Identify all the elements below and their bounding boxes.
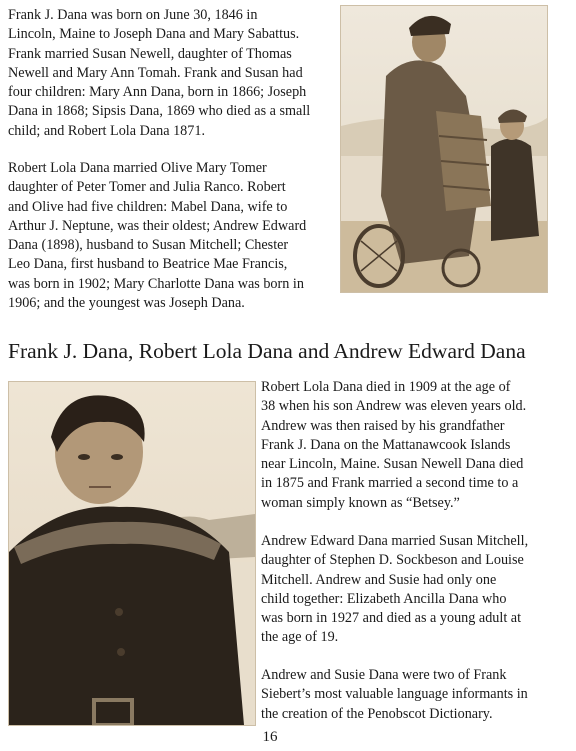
photo-man-and-boy-with-snowshoes (340, 5, 548, 293)
page-number: 16 (262, 729, 278, 745)
biography-paragraph-robert: Robert Lola Dana married Olive Mary Tomer daughter of Peter Tomer and Julia Ranco. Robert and Olive had five children: Mabel Dana, wife to Arthur J. Neptune, was their oldest; Andrew Edward Dana (1898), husband to Susan Mitchell; Chester Leo Dana, first husband to Beatrice Mae Francis, was born in 1902; Mary Charlotte Dana was born in 1906; and the youngest was Joseph Dana. (8, 160, 307, 312)
biography-paragraph-frank: Frank J. Dana was born on June 30, 1846 in Lincoln, Maine to Joseph Dana and Mary Sabattus. Frank married Susan Newell, daughter of Thomas Newell and Mary Ann Tomah. Frank and Susan had four children: Mary Ann Dana, born in 1866; Joseph Dana in 1868; Sipsis Dana, 1869 who died as a small child; and Robert Lola Dana 1871. (8, 7, 311, 139)
photo-boy-portrait (8, 381, 256, 726)
section-heading: Frank J. Dana, Robert Lola Dana and Andrew Edward Dana (8, 339, 526, 363)
biography-paragraph-informants: Andrew and Susie Dana were two of Frank Siebert’s most valuable language informants in the creation of the Penobscot Dictionary. (261, 667, 528, 722)
biography-paragraph-andrew-childhood: Robert Lola Dana died in 1909 at the age of 38 when his son Andrew was eleven years old. Andrew was then raised by his grandfather Frank J. Dana on the Mattanawcook Islands near Lincoln, Maine. Susan Newell Dana died in 1875 and Frank married a second time to a woman simply known as “Betsey.” (261, 379, 527, 511)
biography-paragraph-andrew-marriage: Andrew Edward Dana married Susan Mitchell, daughter of Stephen D. Sockbeson and Louise Mitchell. Andrew and Susie had only one child together: Elizabeth Ancilla Dana who was born in 1927 and died as a young adult at the age of 19. (261, 533, 529, 646)
